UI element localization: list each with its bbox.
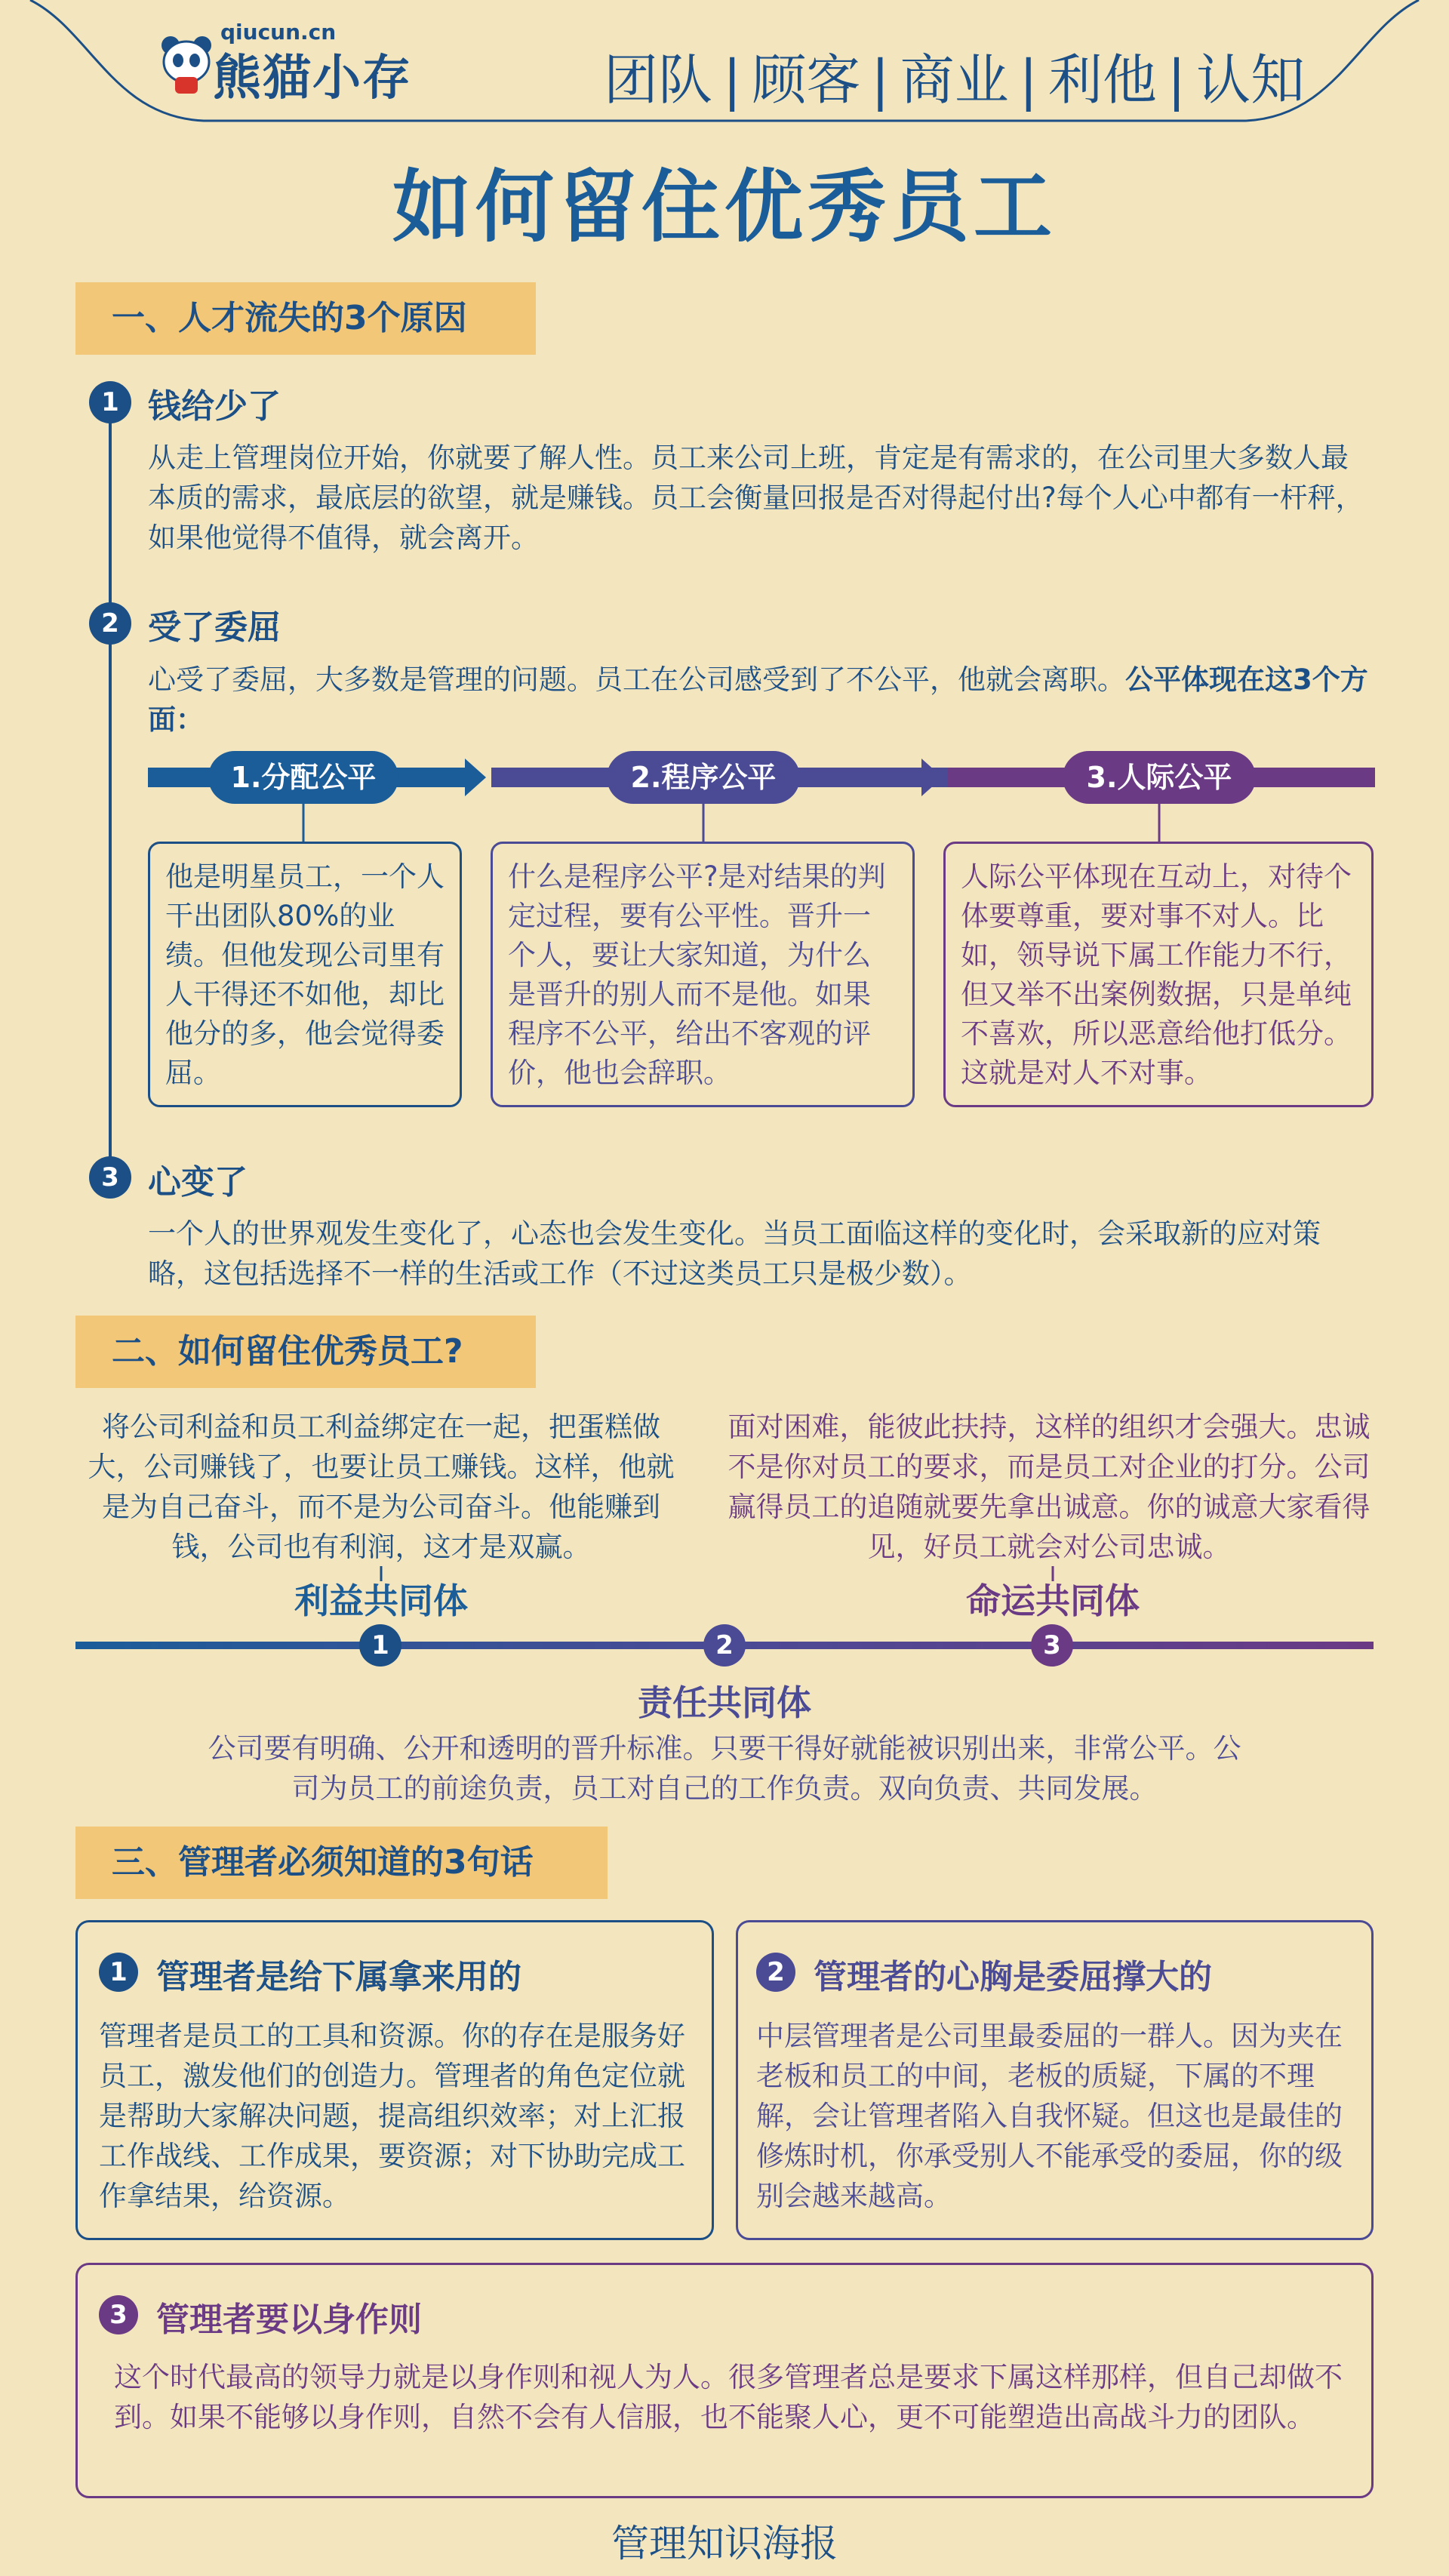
reason-number-1: 1 bbox=[89, 381, 131, 423]
fairness-label-2: 2.程序公平 bbox=[607, 751, 800, 804]
reason-text-2-bold: 公平体现在这3个方面： bbox=[148, 663, 1368, 736]
panda-logo-icon bbox=[160, 35, 213, 95]
nav-separator: | bbox=[723, 48, 742, 112]
fairness-box-1: 他是明星员工，一个人干出团队80%的业绩。但他发现公司里有人干得还不如他，却比他分的多，他会觉得委屈。 bbox=[148, 842, 462, 1107]
point-label-1: 利益共同体 bbox=[294, 1580, 468, 1621]
section-tag-2: 二、如何留住优秀员工? bbox=[75, 1316, 536, 1388]
logo-site-text: qiucun.cn bbox=[220, 20, 337, 45]
point-number-2: 2 bbox=[703, 1624, 746, 1667]
footer-caption: 管理知识海报 bbox=[611, 2522, 838, 2565]
nav-item-cognition[interactable]: 认知 bbox=[1196, 48, 1306, 112]
card-title-3: 管理者要以身作则 bbox=[156, 2301, 422, 2339]
fairness-label-1: 1.分配公平 bbox=[208, 751, 398, 804]
card-title-2: 管理者的心胸是委屈撑大的 bbox=[814, 1958, 1212, 1996]
page-title: 如何留住优秀员工 bbox=[392, 161, 1057, 253]
retain-left-text: 将公司利益和员工利益绑定在一起，把蛋糕做大，公司赚钱了，也要让员工赚钱。这样，他就是为自己奋斗，而不是为公司奋斗。他能赚到钱，公司也有利润，这才是双赢。 bbox=[88, 1411, 675, 1563]
card-text-3: 这个时代最高的领导力就是以身作则和视人为人。很多管理者总是要求下属这样那样，但自己却做不到。如果不能够以身作则，自然不会有人信服，也不能聚人心，更不可能塑造出高战斗力的团队。 bbox=[114, 2361, 1343, 2433]
point-number-3: 3 bbox=[1031, 1624, 1073, 1667]
card-text-2: 中层管理者是公司里最委屈的一群人。因为夹在老板和员工的中间，老板的质疑，下属的不理解，会让管理者陷入自我怀疑。但这也是最佳的修炼时机，你承受别人不能承受的委屈，你的级别会越来越高。 bbox=[756, 2020, 1343, 2212]
manager-card-3 bbox=[75, 2263, 1374, 2498]
point-label-3: 命运共同体 bbox=[966, 1580, 1140, 1621]
reason-title-3: 心变了 bbox=[148, 1163, 248, 1202]
nav-item-altruism[interactable]: 利他 bbox=[1048, 48, 1157, 112]
reason-number-3: 3 bbox=[89, 1156, 131, 1199]
fairness-box-2: 什么是程序公平?是对结果的判定过程，要有公平性。晋升一个人，要让大家知道，为什么是晋升的别人而不是他。如果程序不公平，给出不客观的评价，他也会辞职。 bbox=[491, 842, 915, 1107]
nav-item-customer[interactable]: 顾客 bbox=[752, 48, 861, 112]
nav-item-team[interactable]: 团队 bbox=[604, 48, 713, 112]
nav-separator: | bbox=[1167, 48, 1186, 112]
card-text-1: 管理者是员工的工具和资源。你的存在是服务好员工，激发他们的创造力。管理者的角色定位就是帮助大家解决问题，提高组织效率；对上汇报工作战线、工作成果，要资源；对下协助完成工作拿结果，给资源。 bbox=[99, 2020, 685, 2212]
logo-name: 熊猫小存 bbox=[213, 51, 412, 106]
reason-text-2 bbox=[148, 660, 1371, 740]
reason-text-1: 从走上管理岗位开始，你就要了解人性。员工来公司上班，肯定是有需求的，在公司里大多数人最本质的需求，最底层的欲望，就是赚钱。员工会衡量回报是否对得起付出?每个人心中都有一杆秤，如果他觉得不值得，就会离开。 bbox=[148, 442, 1364, 554]
manager-card-1 bbox=[75, 1920, 714, 2240]
card-number-2: 2 bbox=[756, 1953, 795, 1992]
fairness-label-3: 3.人际公平 bbox=[1063, 751, 1256, 804]
nav-separator: | bbox=[1019, 48, 1038, 112]
retain-connectors bbox=[0, 1566, 1449, 1604]
point-label-2: 责任共同体 bbox=[638, 1682, 811, 1723]
nav-item-business[interactable]: 商业 bbox=[900, 48, 1009, 112]
reason-number-2: 2 bbox=[89, 602, 131, 645]
timeline-line bbox=[109, 423, 112, 1177]
retain-right-text: 面对困难，能彼此扶持，这样的组织才会强大。忠诚不是你对员工的要求，而是员工对企业的打分。公司赢得员工的追随就要先拿出诚意。你的诚意大家看得见，好员工就会对公司忠诚。 bbox=[728, 1411, 1371, 1563]
nav-separator: | bbox=[871, 48, 890, 112]
header-nav bbox=[596, 36, 1312, 115]
section-tag-1: 一、人才流失的3个原因 bbox=[75, 282, 536, 355]
reason-text-2-main: 心受了委屈，大多数是管理的问题。员工在公司感受到了不公平，他就会离职。 bbox=[148, 663, 1125, 696]
manager-card-2 bbox=[736, 1920, 1374, 2240]
reason-title-1: 钱给少了 bbox=[148, 387, 281, 426]
card-number-3: 3 bbox=[99, 2295, 138, 2334]
section-tag-3: 三、管理者必须知道的3句话 bbox=[75, 1827, 608, 1899]
point-number-1: 1 bbox=[359, 1624, 401, 1667]
card-title-1: 管理者是给下属拿来用的 bbox=[156, 1958, 521, 1996]
fairness-connectors bbox=[0, 802, 1449, 847]
reason-text-3: 一个人的世界观发生变化了，心态也会发生变化。当员工面临这样的变化时，会采取新的应对策略，这包括选择不一样的生活或工作（不过这类员工只是极少数）。 bbox=[148, 1217, 1321, 1290]
fairness-box-3: 人际公平体现在互动上，对待个体要尊重，要对事不对人。比如，领导说下属工作能力不行，但又举不出案例数据，只是单纯不喜欢，所以恶意给他打低分。这就是对人不对事。 bbox=[943, 842, 1374, 1107]
card-number-1: 1 bbox=[99, 1953, 138, 1992]
reason-title-2: 受了委屈 bbox=[148, 608, 281, 647]
retain-bottom-text: 公司要有明确、公开和透明的晋升标准。只要干得好就能被识别出来，非常公平。公司为员工的前途负责，员工对自己的工作负责。双向负责、共同发展。 bbox=[208, 1732, 1241, 1805]
